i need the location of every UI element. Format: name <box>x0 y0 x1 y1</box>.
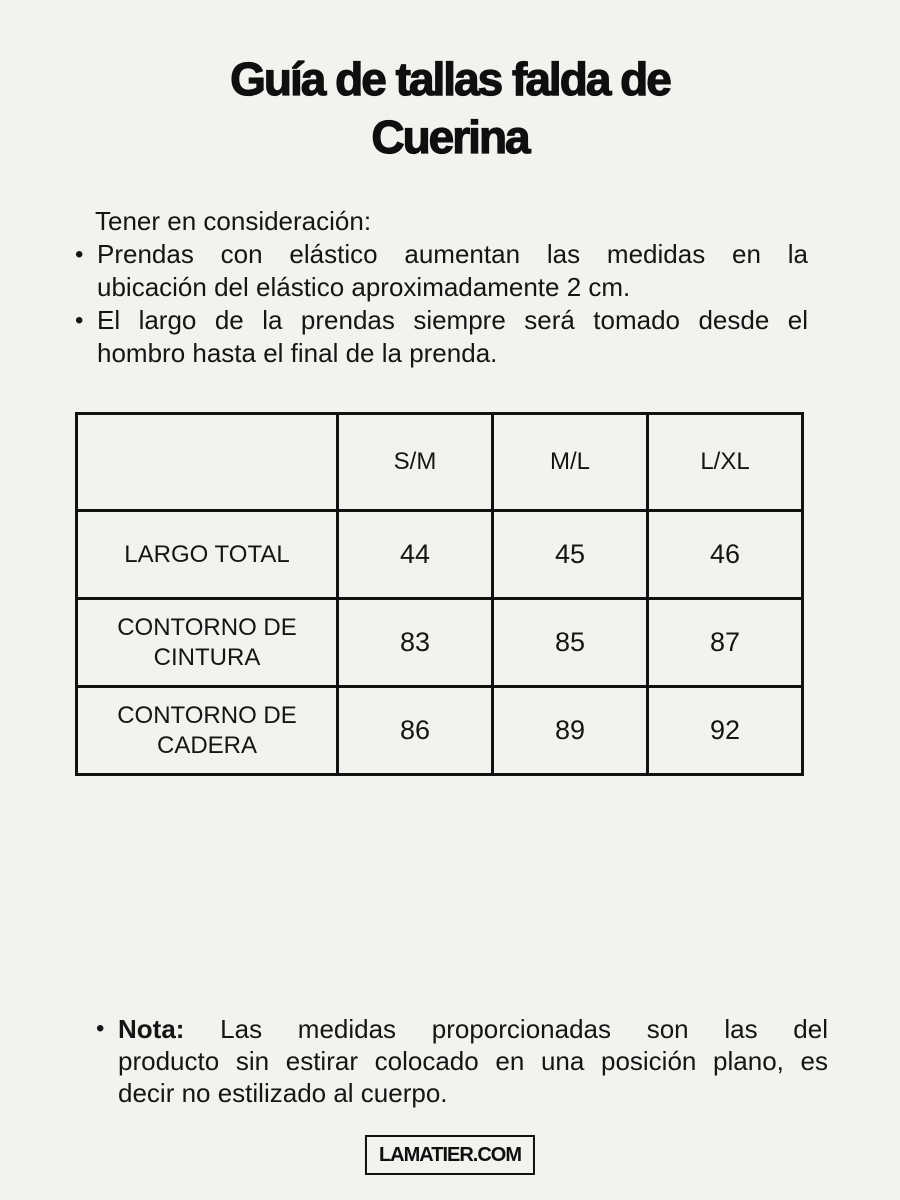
cell-value: 86 <box>338 687 493 775</box>
cell-value: 92 <box>648 687 803 775</box>
table-header-empty <box>77 414 338 511</box>
bullet-2-line-2: hombro hasta el final de la prenda. <box>97 338 498 368</box>
consideration-bullet-2 <box>75 304 808 370</box>
table-row-contorno-cintura <box>77 599 803 687</box>
page-title-line2: Cuerina <box>371 111 529 163</box>
bullet-2-line-1: El largo de la prendas siempre será tomado desde el <box>97 305 808 335</box>
note-label: Nota: <box>118 1014 185 1044</box>
cell-value: 87 <box>648 599 803 687</box>
cell-value: 85 <box>493 599 648 687</box>
brand-name: LAMATIER.COM <box>378 1144 522 1166</box>
table-row-contorno-cadera <box>77 687 803 775</box>
note-line-1 <box>118 1013 828 1045</box>
bullet-icon: • <box>75 241 84 268</box>
considerations-section <box>75 205 808 370</box>
row-label: CONTORNO DE CINTURA <box>77 599 338 687</box>
cell-value: 44 <box>338 511 493 599</box>
table-header-lxl: L/XL <box>648 414 803 511</box>
cell-value: 46 <box>648 511 803 599</box>
cell-value: 45 <box>493 511 648 599</box>
row-label: LARGO TOTAL <box>77 511 338 599</box>
page-title <box>0 50 900 166</box>
considerations-heading: Tener en consideración: <box>95 206 372 236</box>
note-line-1-text: Las medidas proporcionadas son las del <box>220 1014 828 1044</box>
consideration-bullet-1 <box>75 238 808 304</box>
bullet-icon: • <box>96 1015 105 1042</box>
bullet-icon: • <box>75 307 84 334</box>
table-header-ml: M/L <box>493 414 648 511</box>
cell-value: 83 <box>338 599 493 687</box>
page-title-line1: Guía de tallas falda de <box>230 53 670 105</box>
note-section <box>96 1013 828 1109</box>
cell-value: 89 <box>493 687 648 775</box>
bullet-1-line-1: Prendas con elástico aumentan las medidas en la <box>97 239 808 269</box>
table-row-largo-total <box>77 511 803 599</box>
table-header-row <box>77 414 803 511</box>
table-header-sm: S/M <box>338 414 493 511</box>
row-label: CONTORNO DE CADERA <box>77 687 338 775</box>
size-table <box>75 412 804 776</box>
note-bullet <box>96 1013 828 1109</box>
brand-badge <box>365 1135 535 1175</box>
note-line-2: producto sin estirar colocado en una posición plano, es <box>118 1046 828 1076</box>
bullet-1-line-2: ubicación del elástico aproximadamente 2 cm. <box>97 272 631 302</box>
note-line-3: decir no estilizado al cuerpo. <box>118 1078 448 1108</box>
